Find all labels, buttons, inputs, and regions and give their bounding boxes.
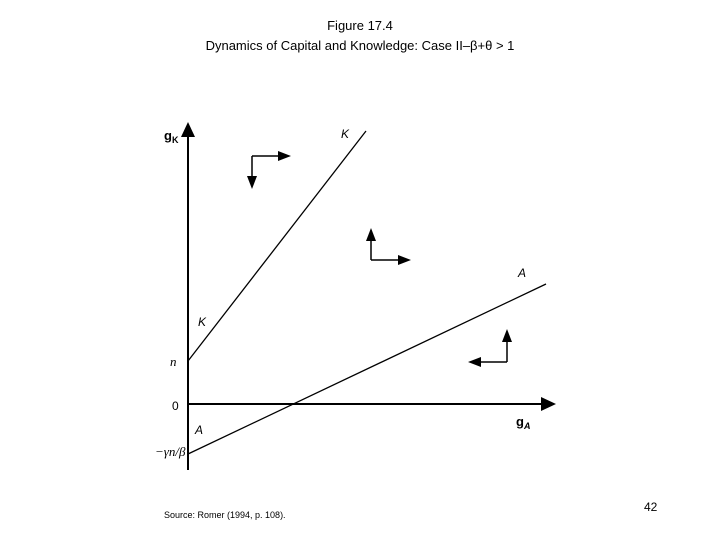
k-locus-line [188, 131, 366, 361]
y-tick-n: n [170, 354, 177, 369]
a-label-top: A [518, 266, 527, 280]
y-axis-label: $g_K$ [164, 128, 179, 145]
page-number: 42 [644, 500, 658, 514]
x-axis-label: $g_A$ [516, 414, 531, 431]
direction-arrows-middle [366, 228, 411, 265]
direction-arrows-upper-left [247, 151, 291, 189]
y-axis-arrowhead [181, 122, 195, 137]
y-tick-zero: 0 [172, 399, 179, 413]
x-axis-arrowhead [541, 397, 556, 411]
k-label-bottom: K [198, 315, 207, 329]
a-locus-line [188, 284, 546, 454]
figure-title: Dynamics of Capital and Knowledge: Case II–β+θ > 1 [205, 38, 515, 53]
y-tick-neg: −γn/β [155, 444, 186, 459]
direction-arrows-lower-right [468, 329, 512, 367]
k-label-top: K [341, 127, 350, 141]
source-note: Source: Romer (1994, p. 108). [164, 510, 286, 520]
a-label-bottom: A [195, 423, 204, 437]
figure-number: Figure 17.4 [327, 18, 393, 33]
